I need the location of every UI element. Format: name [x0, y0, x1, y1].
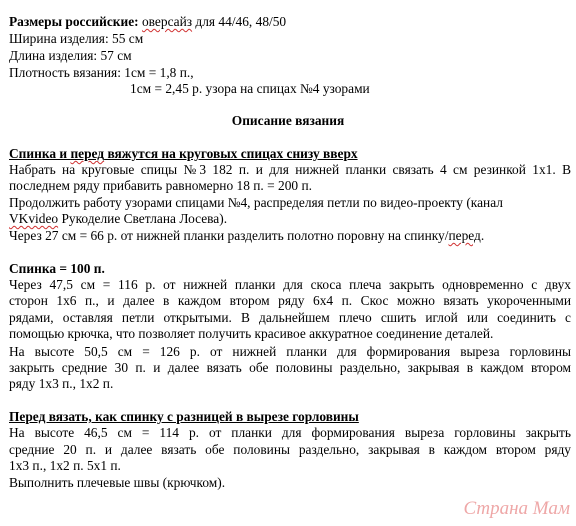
section2-line1: Через 47,5 см = 116 р. от нижней планки для скоса плеча закрыть одновременно с двух: [9, 277, 571, 292]
section2-line2: сторон 1х6 п., и далее в каждом втором ряду 6х4 п. Скос можно вязать укороченными: [9, 293, 571, 308]
section3-line1: На высоте 46,5 см = 114 р. от планки для формирования выреза горловины закрыть: [9, 425, 571, 440]
section1-line5-post: .: [480, 228, 485, 243]
section1-line3: Продолжить работу узорами спицами №4, распределяя петли по видео-проекту (канал: [9, 195, 503, 210]
section1-line5-marked: перед: [448, 228, 481, 243]
section2-line5: На высоте 50,5 см = 126 р. от нижней планки для формирования выреза горловины: [9, 344, 571, 359]
section2-line7: ряду 1х3 п., 1х2 п.: [9, 376, 114, 391]
section2-title: Спинка = 100 п.: [9, 261, 105, 276]
section1-title-marked: перед: [70, 146, 105, 161]
section2-line3: рядами, оставляя петли открытыми. В дальнейшем плечо сшить иглой или соединить с: [9, 310, 571, 325]
section1-line1: Набрать на круговые спицы №3 182 п. и для нижней планки связать 4 см резинкой 1х1. В: [9, 162, 571, 177]
description-title: Описание вязания: [231, 113, 345, 128]
section1-line4-post: Рукоделие Светлана Лосева).: [58, 211, 228, 226]
sizes-oversize: оверсайз: [141, 14, 193, 29]
section1-line2: последнем ряду прибавить равномерно 18 п. = 200 п.: [9, 178, 312, 193]
gauge-line-1: Плотность вязания: 1см = 1,8 п.,: [9, 65, 194, 80]
section3-title: Перед вязать, как спинку с разницей в вырезе горловины: [9, 409, 359, 424]
section1-line5-pre: Через 27 см = 66 р. от нижней планки разделить полотно поровну на спинку/: [9, 228, 449, 243]
sizes-line: [9, 14, 286, 30]
section1-line4: [9, 211, 227, 227]
sizes-value-post: для 44/46, 48/50: [192, 14, 287, 29]
section1-title: [9, 146, 358, 162]
section1-title-post: вяжутся на круговых спицах снизу вверх: [104, 146, 358, 161]
gauge-line-2: 1см = 2,45 р. узора на спицах №4 узорами: [130, 81, 370, 96]
section2-line6: закрыть средние 30 п. и далее вязать обе половины раздельно, закрывая в каждом втором: [9, 360, 571, 375]
width-line: Ширина изделия: 55 см: [9, 31, 144, 46]
section3-line2: средние 20 п. и далее вязать обе половины раздельно, закрывая в каждом втором ряду: [9, 442, 571, 457]
section3-line4: Выполнить плечевые швы (крючком).: [9, 475, 226, 490]
vkvideo-text: VKvideo: [9, 211, 59, 226]
site-watermark: Страна Мам: [463, 498, 570, 519]
section1-title-pre: Спинка и: [9, 146, 71, 161]
section2-line4: помощью крючка, что позволяет получить красивое аккуратное соединение деталей.: [9, 326, 494, 341]
section1-line5: [9, 228, 484, 244]
sizes-label: Размеры российские:: [9, 14, 139, 29]
section3-line3: 1х3 п., 1х2 п. 5х1 п.: [9, 458, 121, 473]
length-line: Длина изделия: 57 см: [9, 48, 132, 63]
